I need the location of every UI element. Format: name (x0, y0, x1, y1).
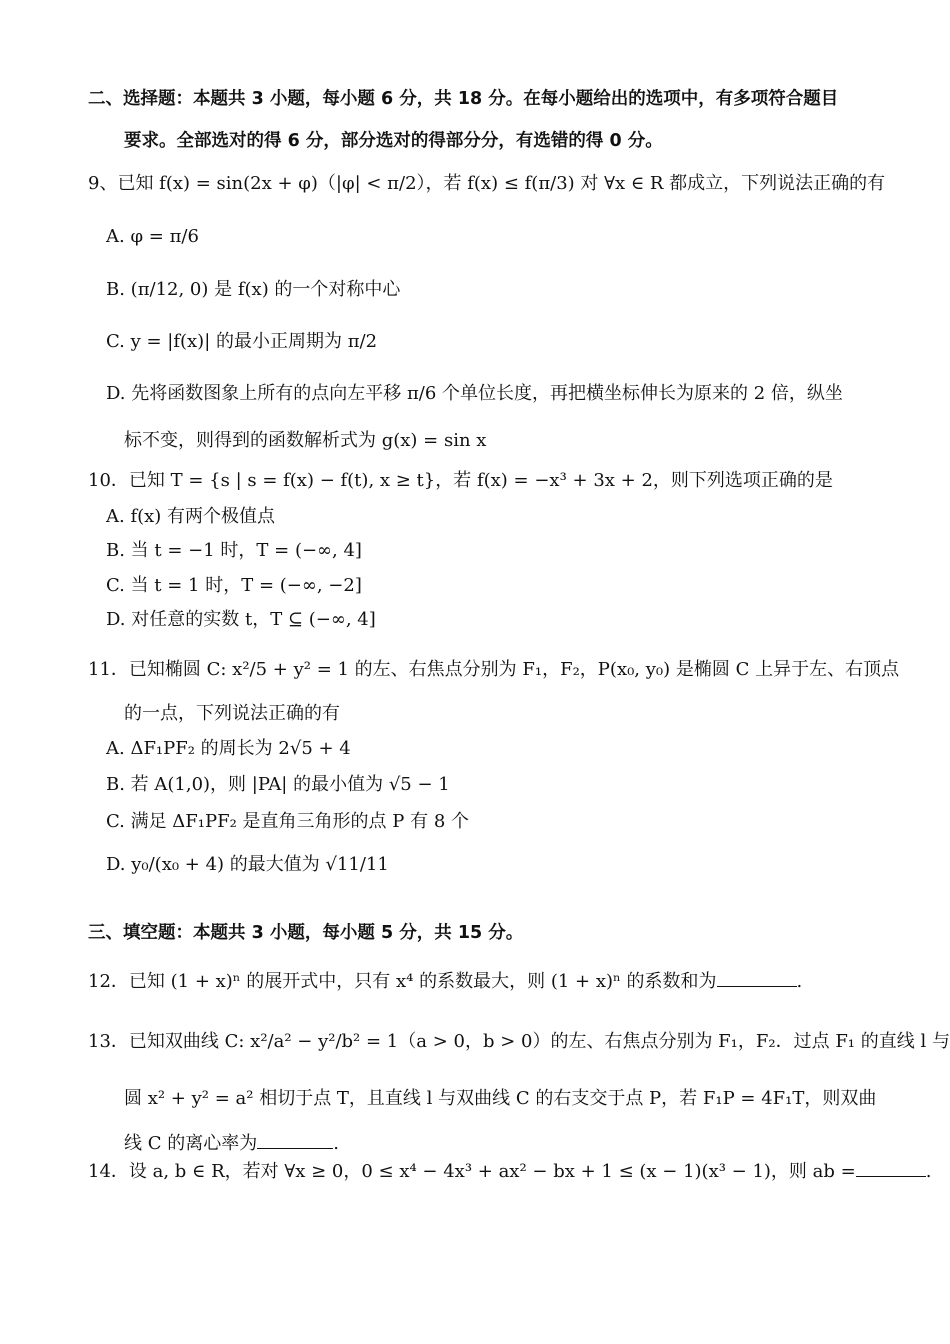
section-2-heading-line2: 要求。全部选对的得 6 分，部分选对的得部分分，有选错的得 0 分。 (124, 131, 663, 151)
question-11-option-a: A. ΔF₁PF₂ 的周长为 2√5 + 4 (106, 738, 351, 759)
question-9-option-d-line2: 标不变，则得到的函数解析式为 g(x) = sin x (124, 430, 487, 451)
question-11-stem-line2: 的一点，下列说法正确的有 (124, 703, 340, 724)
question-13-answer-blank[interactable] (257, 1130, 333, 1149)
question-13-text: 线 C 的离心率为 (124, 1133, 258, 1154)
question-10-stem: 10．已知 T = {s | s = f(x) − f(t), x ≥ t}，若 f(x) = −x³ + 3x + 2，则下列选项正确的是 (88, 470, 833, 491)
question-10-option-d: D. 对任意的实数 t，T ⊆ (−∞, 4] (106, 609, 376, 630)
question-11-option-d: D. y₀/(x₀ + 4) 的最大值为 √11/11 (106, 854, 389, 875)
question-14-end: . (925, 1161, 932, 1182)
question-13-line1: 13．已知双曲线 C: x²/a² − y²/b² = 1（a > 0，b > 0）的左、右焦点分别为 F₁，F₂．过点 F₁ 的直线 l 与 (88, 1031, 950, 1052)
question-13-line2: 圆 x² + y² = a² 相切于点 T，且直线 l 与双曲线 C 的右支交于点 P，若 F₁P = 4F₁T，则双曲 (124, 1088, 877, 1109)
question-9-stem: 9、已知 f(x) = sin(2x + φ)（|φ| < π/2），若 f(x) ≤ f(π/3) 对 ∀x ∈ R 都成立，下列说法正确的有 (88, 173, 886, 194)
question-10-option-a: A. f(x) 有两个极值点 (106, 506, 276, 527)
question-11-option-b: B. 若 A(1,0)，则 |PA| 的最小值为 √5 − 1 (106, 774, 450, 795)
question-10-option-b: B. 当 t = −1 时，T = (−∞, 4] (106, 540, 362, 561)
question-13-line3 (124, 1130, 339, 1157)
question-12-answer-blank[interactable] (717, 968, 797, 987)
question-12-text: 12．已知 (1 + x)ⁿ 的展开式中，只有 x⁴ 的系数最大，则 (1 + x)ⁿ 的系数和为 (88, 971, 717, 992)
question-14 (88, 1158, 931, 1185)
question-12 (88, 968, 802, 995)
question-12-end: . (796, 971, 803, 992)
section-2-heading-line1: 二、选择题：本题共 3 小题，每小题 6 分，共 18 分。在每小题给出的选项中，有多项符合题目 (88, 89, 839, 109)
section-3-heading: 三、填空题：本题共 3 小题，每小题 5 分，共 15 分。 (88, 923, 524, 943)
question-11-option-c: C. 满足 ΔF₁PF₂ 是直角三角形的点 P 有 8 个 (106, 811, 469, 832)
question-9-option-d-line1: D. 先将函数图象上所有的点向左平移 π/6 个单位长度，再把横坐标伸长为原来的 2 倍，纵坐 (106, 383, 843, 404)
question-14-answer-blank[interactable] (856, 1158, 926, 1177)
question-13-end: . (333, 1133, 339, 1154)
question-9-option-c: C. y = |f(x)| 的最小正周期为 π/2 (106, 331, 378, 352)
question-14-text: 14．设 a, b ∈ R，若对 ∀x ≥ 0，0 ≤ x⁴ − 4x³ + ax² − bx + 1 ≤ (x − 1)(x³ − 1)，则 ab = (88, 1161, 856, 1182)
question-11-stem-line1: 11．已知椭圆 C: x²/5 + y² = 1 的左、右焦点分别为 F₁，F₂，P(x₀, y₀) 是椭圆 C 上异于左、右顶点 (88, 659, 900, 680)
question-10-option-c: C. 当 t = 1 时，T = (−∞, −2] (106, 575, 362, 596)
question-9-option-b: B. (π/12, 0) 是 f(x) 的一个对称中心 (106, 279, 401, 300)
question-9-option-a: A. φ = π/6 (106, 226, 199, 247)
